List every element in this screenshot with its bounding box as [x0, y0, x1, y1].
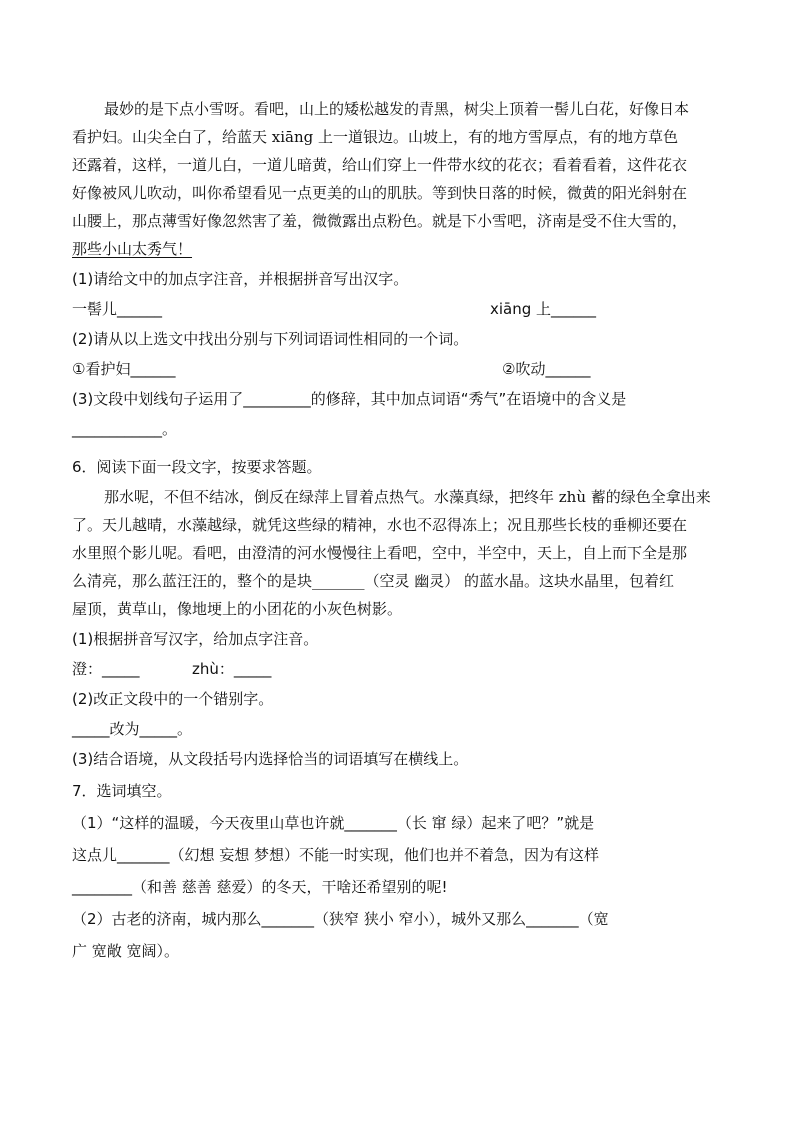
passage5-line-5: 山腰上，那点薄雪好像忽然害了羞，微微露出点粉色。就是下小雪吧，济南是受不住大雪的， [72, 212, 688, 230]
q5-part1-prompt: (1)请给文中的加点字注音，并根据拼音写出汉字。 [72, 270, 409, 288]
passage5-line-4: 好像被风儿吹动，叫你希望看见一点更美的山的肌肤。等到快日落的时候，微黄的阳光斜射在 [72, 184, 688, 202]
q5-part2-blank-b[interactable]: ②吹动______ [502, 360, 591, 378]
q6-part1-blank-a[interactable]: 澄：_____ [72, 660, 140, 678]
q6-part1-blank-b[interactable]: zhù：_____ [192, 660, 272, 678]
q6-title: 6．阅读下面一段文字，按要求答题。 [72, 458, 322, 476]
q5-part2-prompt: (2)请从以上选文中找出分别与下列词语词性相同的一个词。 [72, 330, 469, 348]
passage5-underlined-sentence: 那些小山太秀气！ [72, 240, 193, 258]
q5-part2-blank-a[interactable]: ①看护妇______ [72, 360, 176, 378]
passage6-line-5: 屋顶，黄草山，像地埂上的小团花的小灰色树影。 [72, 600, 403, 618]
q6-part2-blank[interactable]: _____改为_____。 [72, 720, 193, 738]
passage5-line-2: 看护妇。山尖全白了，给蓝天 xiāng 上一道银边。山坡上，有的地方雪厚点，有的地方草色 [72, 128, 679, 146]
q7-title: 7．选词填空。 [72, 782, 172, 800]
passage6-line-1: 那水呢，不但不结冰，倒反在绿萍上冒着点热气。水藻真绿，把终年 zhù 蓄的绿色全拿出来 [104, 488, 711, 506]
q6-part3-prompt: (3)结合语境，从文段括号内选择恰当的词语填写在横线上。 [72, 750, 469, 768]
q5-part1-blank-a[interactable]: 一髻儿______ [72, 300, 163, 318]
q7-line-4[interactable]: （2）古老的济南，城内那么_______（狭窄 狭小 窄小），城外又那么_______（宽 [72, 910, 609, 928]
q6-part1-prompt: (1)根据拼音写汉字，给加点字注音。 [72, 630, 319, 648]
q7-line-2[interactable]: 这点儿_______（幻想 妄想 梦想）不能一时实现，他们也并不着急，因为有这样 [72, 846, 600, 864]
passage6-line-4[interactable]: 么清亮，那么蓝汪汪的，整个的是块_______（空灵 幽灵） 的蓝水晶。这块水晶里，包着红 [72, 572, 675, 590]
q7-line-3[interactable]: ________（和善 慈善 慈爱）的冬天，干啥还希望别的呢! [72, 878, 448, 896]
q5-part1-blank-b[interactable]: xiāng 上______ [490, 300, 597, 318]
q5-part3-blank[interactable]: ____________。 [72, 420, 178, 438]
q7-line-5: 广 宽敞 宽阔）。 [72, 942, 180, 960]
q7-line-1[interactable]: （1）“这样的温暖，今天夜里山草也许就_______（长 窜 绿）起来了吧？”就是 [72, 814, 595, 832]
passage5-line-1: 最妙的是下点小雪呀。看吧，山上的矮松越发的青黑，树尖上顶着一髻儿白花，好像日本 [104, 100, 690, 118]
passage6-line-3: 水里照个影儿呢。看吧，由澄清的河水慢慢往上看吧，空中，半空中，天上，自上而下全是那 [72, 544, 688, 562]
passage6-line-2: 了。天儿越晴，水藻越绿，就凭这些绿的精神，水也不忍得冻上；况且那些长枝的垂柳还要在 [72, 516, 688, 534]
passage5-line-3: 还露着，这样，一道儿白，一道儿暗黄，给山们穿上一件带水纹的花衣；看着看着，这件花衣 [72, 156, 688, 174]
q5-part3-prompt[interactable]: (3)文段中划线句子运用了_________的修辞，其中加点词语“秀气”在语境中的含义是 [72, 390, 627, 408]
q6-part2-prompt: (2)改正文段中的一个错别字。 [72, 690, 274, 708]
